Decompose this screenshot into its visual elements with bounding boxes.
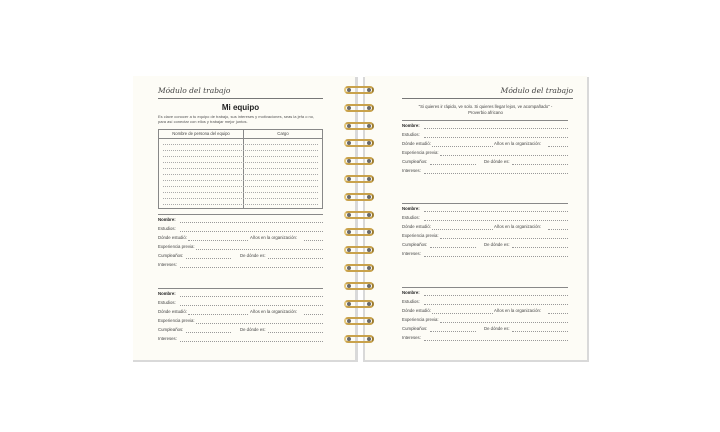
page-header: Módulo del trabajo (158, 86, 231, 95)
de-donde-line[interactable] (512, 247, 568, 248)
table-dotted-row (163, 150, 318, 151)
punch-hole (367, 266, 371, 270)
page-header: Módulo del trabajo (500, 86, 573, 95)
de-donde-line[interactable] (512, 164, 568, 165)
intereses-line[interactable] (180, 267, 323, 268)
card-rule (402, 287, 568, 288)
card-rule (402, 120, 568, 121)
cumpleanos-label: Cumpleaños: (402, 326, 428, 331)
de-donde-line[interactable] (268, 332, 323, 333)
intereses-label: Intereses: (402, 335, 421, 340)
table-dotted-row (163, 144, 318, 145)
team-table-body[interactable] (159, 138, 322, 208)
punch-hole (367, 195, 371, 199)
anos-line[interactable] (304, 240, 323, 241)
intereses-line[interactable] (424, 340, 568, 341)
donde-estudio-label: Dónde estudió: (158, 235, 187, 240)
donde-estudio-line[interactable] (432, 146, 493, 147)
punch-hole (367, 124, 371, 128)
de-donde-line[interactable] (512, 331, 568, 332)
table-dotted-row (163, 162, 318, 163)
punch-hole (347, 195, 351, 199)
de-donde-label: De dónde es: (484, 159, 510, 164)
table-dotted-row (163, 204, 318, 205)
estudios-line[interactable] (180, 231, 323, 232)
card-rule (402, 203, 568, 204)
card-rule (158, 214, 323, 215)
experiencia-line[interactable] (196, 323, 323, 324)
intereses-label: Intereses: (402, 168, 421, 173)
anos-label: Años en la organización: (494, 308, 542, 313)
donde-estudio-label: Dónde estudió: (158, 309, 187, 314)
table-dotted-row (163, 174, 318, 175)
right-page (365, 76, 587, 360)
nombre-label: Nombre: (158, 217, 176, 222)
donde-estudio-line[interactable] (188, 240, 248, 241)
team-table-col-name: Nombre de persona del equipo (159, 130, 244, 138)
experiencia-label: Experiencia previa: (158, 244, 195, 249)
estudios-label: Estudios: (158, 226, 176, 231)
intereses-line[interactable] (424, 173, 568, 174)
de-donde-label: De dónde es: (484, 326, 510, 331)
punch-hole (347, 177, 351, 181)
person-card[interactable] (402, 120, 568, 180)
nombre-line[interactable] (424, 295, 568, 296)
punch-hole (347, 302, 351, 306)
experiencia-line[interactable] (440, 322, 568, 323)
punch-hole (367, 88, 371, 92)
intereses-line[interactable] (180, 341, 323, 342)
de-donde-label: De dónde es: (484, 242, 510, 247)
estudios-label: Estudios: (402, 299, 420, 304)
punch-hole (347, 266, 351, 270)
person-card[interactable] (402, 203, 568, 263)
cumpleanos-line[interactable] (186, 332, 231, 333)
estudios-label: Estudios: (158, 300, 176, 305)
quote-text: "Si quieres ir rápido, ve solo. Si quieres llegar lejos, ve acompañado" - Proverbio africano (418, 104, 553, 115)
header-rule (158, 98, 323, 99)
person-card[interactable] (402, 287, 568, 347)
cumpleanos-line[interactable] (430, 247, 476, 248)
nombre-line[interactable] (180, 222, 323, 223)
punch-hole (347, 88, 351, 92)
cumpleanos-label: Cumpleaños: (402, 242, 428, 247)
punch-hole (367, 177, 371, 181)
de-donde-line[interactable] (268, 258, 323, 259)
estudios-line[interactable] (424, 137, 568, 138)
nombre-line[interactable] (180, 296, 323, 297)
experiencia-label: Experiencia previa: (158, 318, 195, 323)
donde-estudio-label: Dónde estudió: (402, 224, 431, 229)
table-dotted-row (163, 192, 318, 193)
anos-label: Años en la organización: (494, 141, 542, 146)
cumpleanos-line[interactable] (186, 258, 231, 259)
estudios-line[interactable] (424, 304, 568, 305)
anos-label: Años en la organización: (250, 309, 298, 314)
punch-hole (347, 284, 351, 288)
anos-line[interactable] (548, 229, 568, 230)
cumpleanos-label: Cumpleaños: (402, 159, 428, 164)
punch-hole (367, 284, 371, 288)
team-table (158, 129, 323, 209)
nombre-line[interactable] (424, 128, 568, 129)
donde-estudio-line[interactable] (188, 314, 248, 315)
punch-hole (347, 124, 351, 128)
intro-text: Es clave conocer a tu equipo de trabajo, sus intereses y motivaciones, seas la jefa o no, para así conectar con ellos y trabajar mejor juntos. (158, 114, 315, 124)
cumpleanos-line[interactable] (430, 164, 476, 165)
experiencia-label: Experiencia previa: (402, 150, 439, 155)
intereses-label: Intereses: (158, 262, 177, 267)
anos-label: Años en la organización: (250, 235, 298, 240)
anos-line[interactable] (548, 146, 568, 147)
experiencia-line[interactable] (440, 155, 568, 156)
punch-hole (367, 302, 371, 306)
donde-estudio-line[interactable] (432, 313, 493, 314)
anos-line[interactable] (548, 313, 568, 314)
experiencia-label: Experiencia previa: (402, 233, 439, 238)
cumpleanos-line[interactable] (430, 331, 476, 332)
nombre-label: Nombre: (402, 123, 420, 128)
estudios-label: Estudios: (402, 215, 420, 220)
person-card[interactable] (158, 288, 323, 348)
team-table-col-role: Cargo (277, 131, 289, 136)
estudios-line[interactable] (180, 305, 323, 306)
nombre-label: Nombre: (402, 206, 420, 211)
cumpleanos-label: Cumpleaños: (158, 253, 184, 258)
intereses-label: Intereses: (158, 336, 177, 341)
card-rule (158, 288, 323, 289)
de-donde-label: De dónde es: (240, 327, 266, 332)
experiencia-line[interactable] (440, 238, 568, 239)
anos-line[interactable] (304, 314, 323, 315)
nombre-label: Nombre: (158, 291, 176, 296)
left-page (133, 76, 355, 360)
anos-label: Años en la organización: (494, 224, 542, 229)
nombre-label: Nombre: (402, 290, 420, 295)
person-card[interactable] (158, 214, 323, 274)
section-title: Mi equipo (221, 103, 260, 112)
estudios-line[interactable] (424, 220, 568, 221)
nombre-line[interactable] (424, 211, 568, 212)
table-dotted-row (163, 186, 318, 187)
donde-estudio-label: Dónde estudió: (402, 308, 431, 313)
table-dotted-row (163, 156, 318, 157)
table-dotted-row (163, 168, 318, 169)
experiencia-line[interactable] (196, 249, 323, 250)
table-dotted-row (163, 180, 318, 181)
table-dotted-row (163, 198, 318, 199)
intereses-label: Intereses: (402, 251, 421, 256)
cumpleanos-label: Cumpleaños: (158, 327, 184, 332)
punch-hole (367, 213, 371, 217)
experiencia-label: Experiencia previa: (402, 317, 439, 322)
intereses-line[interactable] (424, 256, 568, 257)
header-rule (402, 98, 573, 99)
donde-estudio-line[interactable] (432, 229, 493, 230)
estudios-label: Estudios: (402, 132, 420, 137)
punch-hole (367, 106, 371, 110)
punch-hole (347, 106, 351, 110)
donde-estudio-label: Dónde estudió: (402, 141, 431, 146)
punch-hole (347, 213, 351, 217)
de-donde-label: De dónde es: (240, 253, 266, 258)
